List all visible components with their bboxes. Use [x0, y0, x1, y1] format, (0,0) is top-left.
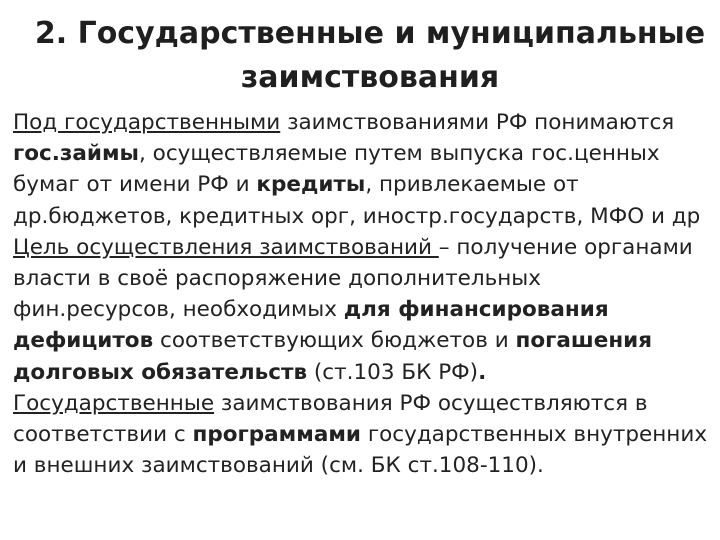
text-line [13, 138, 720, 169]
text-span: , привлекаемые от [365, 172, 579, 198]
paragraph-purpose [13, 232, 720, 388]
text-span: фин.ресурсов, необходимых [13, 297, 344, 323]
text-line [13, 419, 720, 450]
bold-term: долговых обязательств [13, 359, 308, 385]
bold-term: кредиты [256, 172, 366, 198]
title-line-2: заимствования [240, 60, 500, 95]
slide-title [0, 12, 720, 100]
text-span: государственных внутренних [360, 422, 708, 448]
text-span: заимствованиями РФ понимаются [280, 110, 675, 135]
underlined-term: Государственные [13, 390, 215, 416]
bold-term: дефицитов [13, 328, 154, 354]
underlined-term: Цель осуществления заимствований [13, 234, 439, 260]
underlined-term: Под государственными [13, 110, 281, 135]
title-line-1: 2. Государственные и муниципальные [34, 16, 706, 51]
bold-term: гос.займы [13, 141, 139, 167]
paragraph-definition [13, 107, 720, 232]
text-line [13, 294, 720, 325]
text-line [13, 388, 720, 419]
text-line [13, 357, 720, 388]
text-line [13, 232, 720, 263]
text-span: соответствии с [13, 422, 193, 448]
text-span: , осуществляемые путем выпуска гос.ценных [139, 141, 660, 167]
text-span: бумаг от имени РФ и [13, 172, 257, 198]
text-line [13, 169, 720, 200]
bold-term: погашения [515, 328, 653, 354]
text-line: и внешних заимствований (см. БК ст.108-110). [13, 453, 544, 479]
paragraph-programs [13, 388, 720, 482]
text-line: власти в своё распоряжение дополнительных [13, 266, 541, 292]
bold-period: . [478, 359, 487, 385]
slide-body [13, 107, 720, 481]
text-line [13, 325, 720, 356]
text-line: др.бюджетов, кредитных орг, иностр.государств, МФО и др [13, 203, 701, 229]
text-span: заимствования РФ осуществляются в [214, 390, 648, 416]
text-span: – получение органами [438, 234, 693, 260]
text-line [13, 107, 720, 138]
text-span: (ст.103 БК РФ) [307, 359, 479, 385]
bold-term: для финансирования [343, 297, 609, 323]
text-span: соответствующих бюджетов и [153, 328, 516, 354]
bold-term: программами [192, 422, 361, 448]
